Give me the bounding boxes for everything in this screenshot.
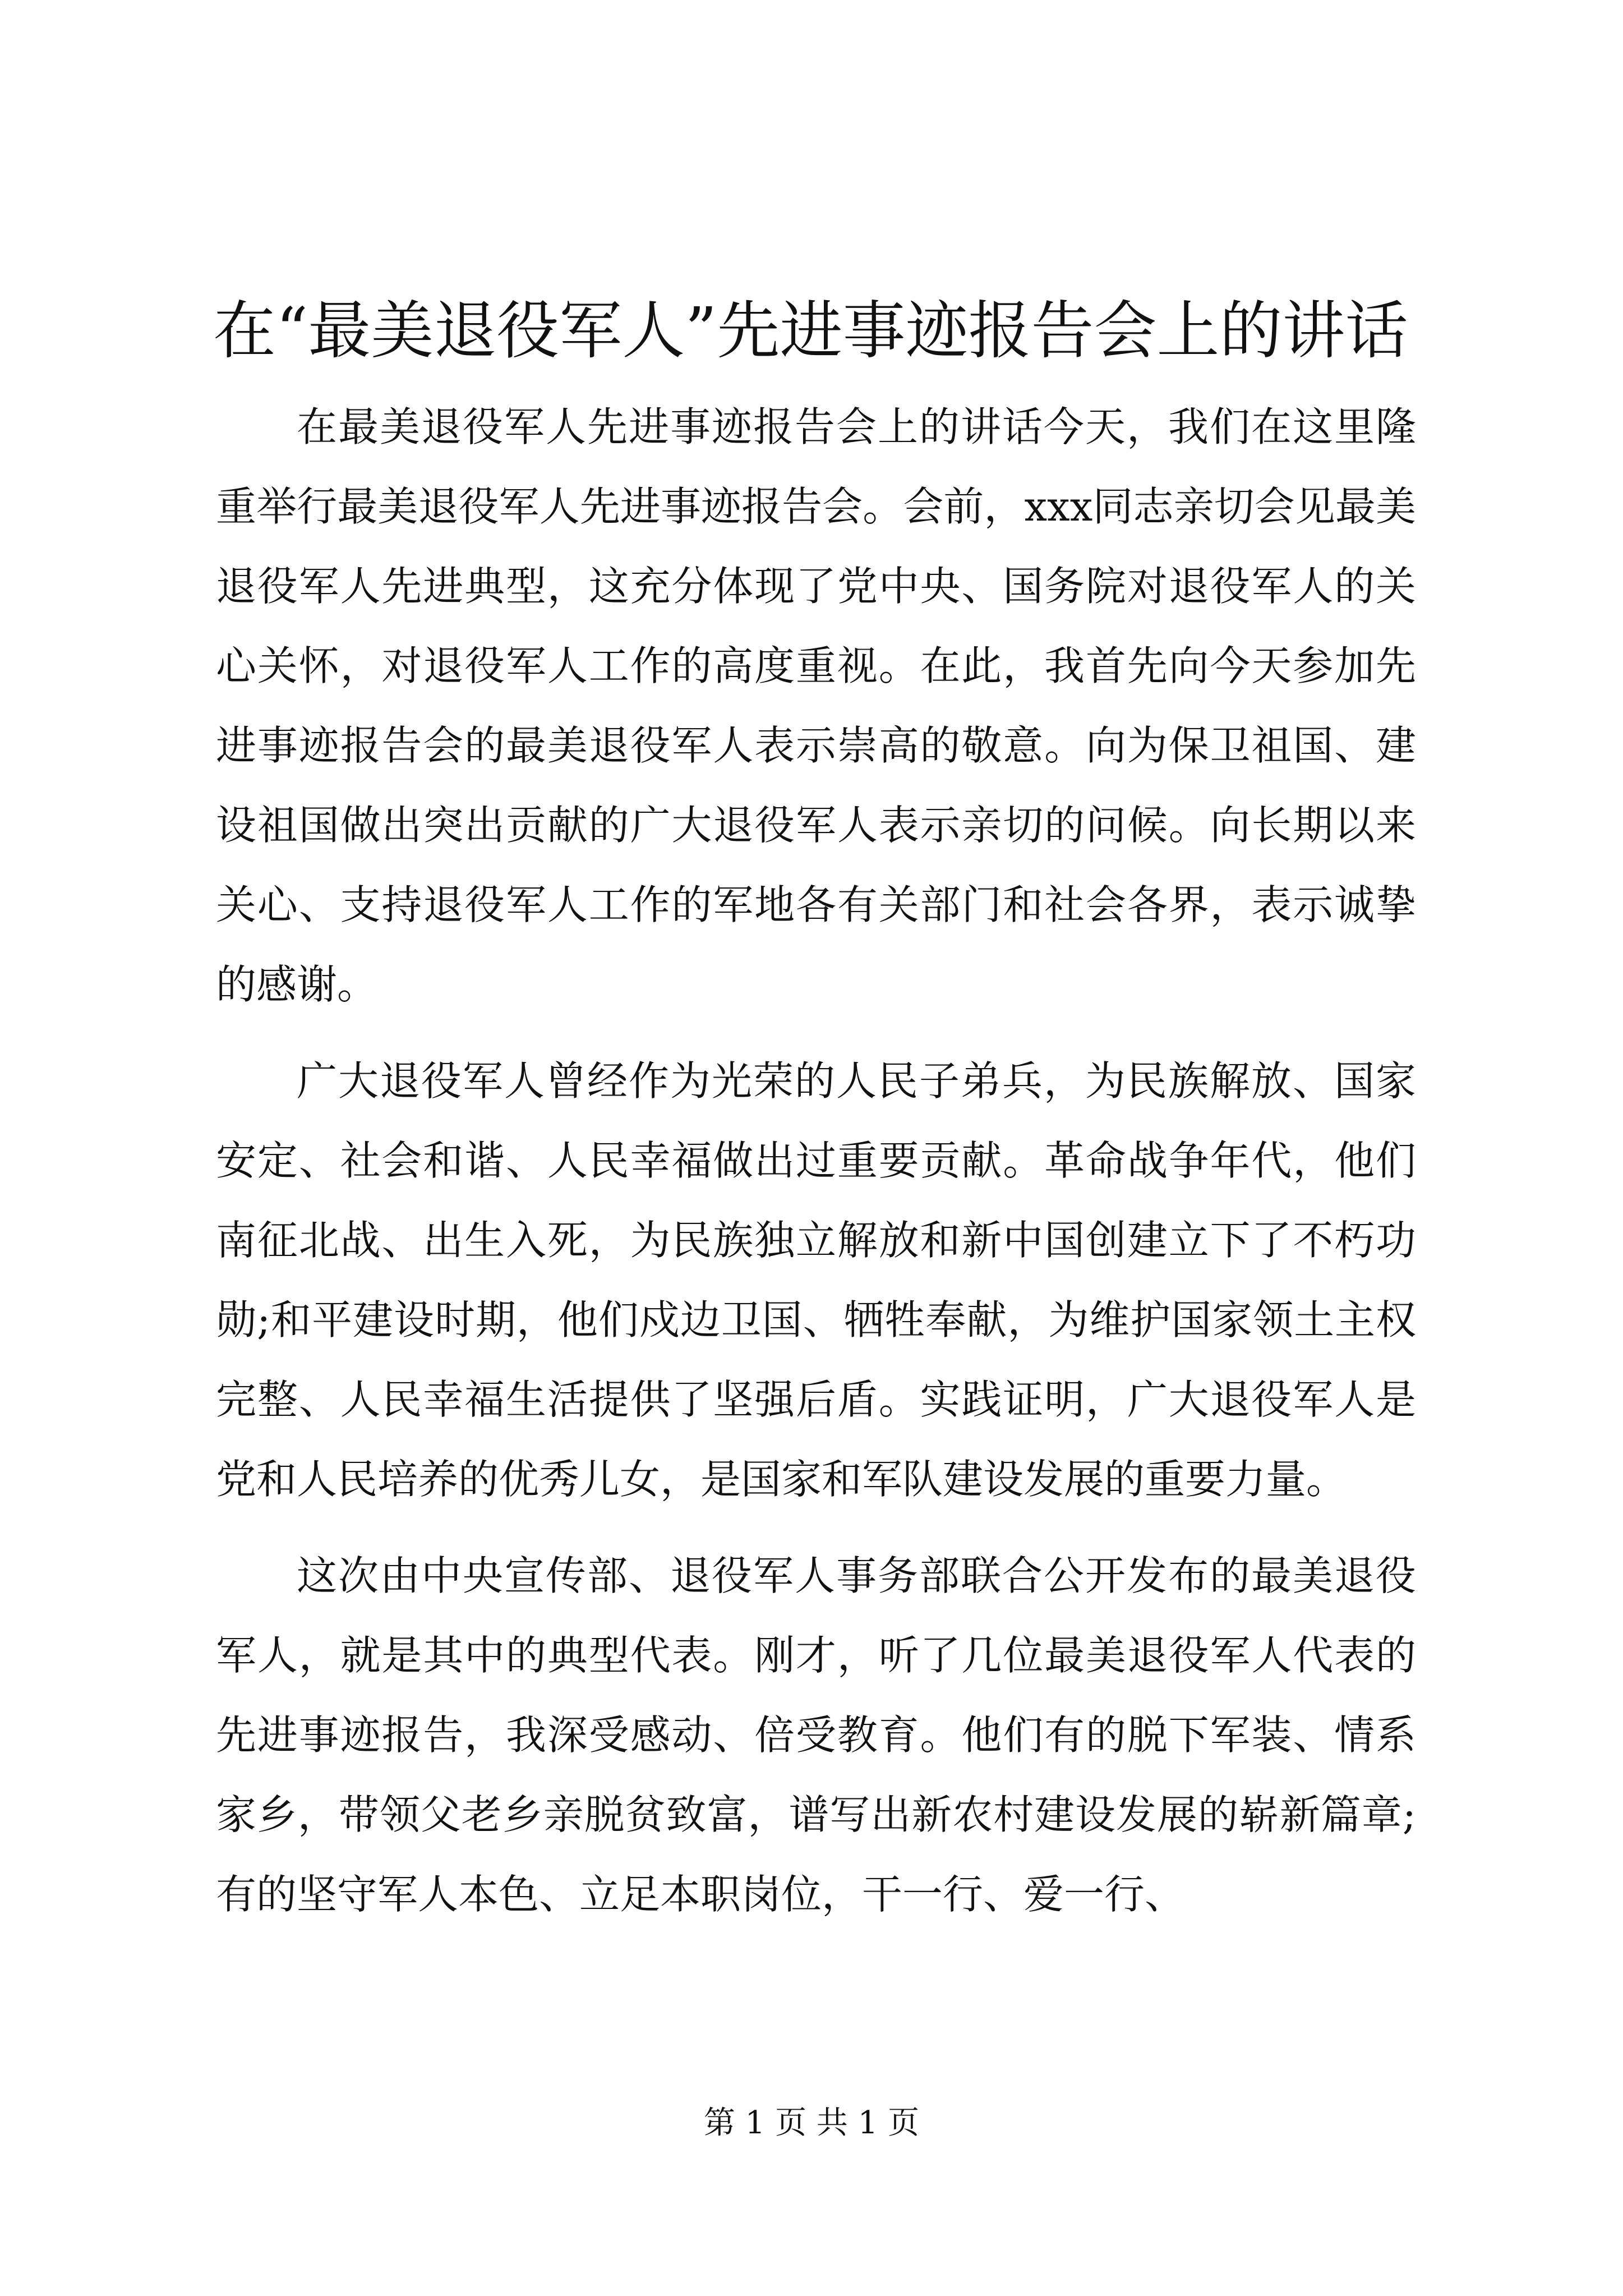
paragraph-1: 在最美退役军人先进事迹报告会上的讲话今天，我们在这里隆重举行最美退役军人先进事迹报告会。会前，xxx同志亲切会见最美退役军人先进典型，这充分体现了党中央、国务院对退役军人的关心关怀，对退役军人工作的高度重视。在此，我首先向今天参加先进事迹报告会的最美退役军人表示崇高的敬意。向为保卫祖国、建设祖国做出突出贡献的广大退役军人表示亲切的问候。向长期以来关心、支持退役军人工作的军地各有关部门和社会各界，表示诚挚的感谢。 — [216, 403, 1416, 1008]
page-footer: 第 1 页 共 1 页 — [703, 2105, 920, 2141]
document-title: 在“最美退役军人”先进事迹报告会上的讲话 — [213, 295, 1408, 367]
paragraph-2: 广大退役军人曾经作为光荣的人民子弟兵，为民族解放、国家安定、社会和谐、人民幸福做出过重要贡献。革命战争年代，他们南征北战、出生入死，为民族独立解放和新中国创建立下了不朽功勋;和平建设时期，他们戍边卫国、牺牲奉献，为维护国家领土主权完整、人民幸福生活提供了坚强后盾。实践证明，广大退役军人是党和人民培养的优秀儿女，是国家和军队建设发展的重要力量。 — [216, 1057, 1416, 1503]
document-body — [216, 387, 1416, 1951]
paragraph-3: 这次由中央宣传部、退役军人事务部联合公开发布的最美退役军人，就是其中的典型代表。刚才，听了几位最美退役军人代表的先进事迹报告，我深受感动、倍受教育。他们有的脱下军装、情系家乡，带领父老乡亲脱贫致富，谱写出新农村建设发展的崭新篇章;有的坚守军人本色、立足本职岗位，干一行、爱一行、 — [216, 1552, 1416, 1918]
